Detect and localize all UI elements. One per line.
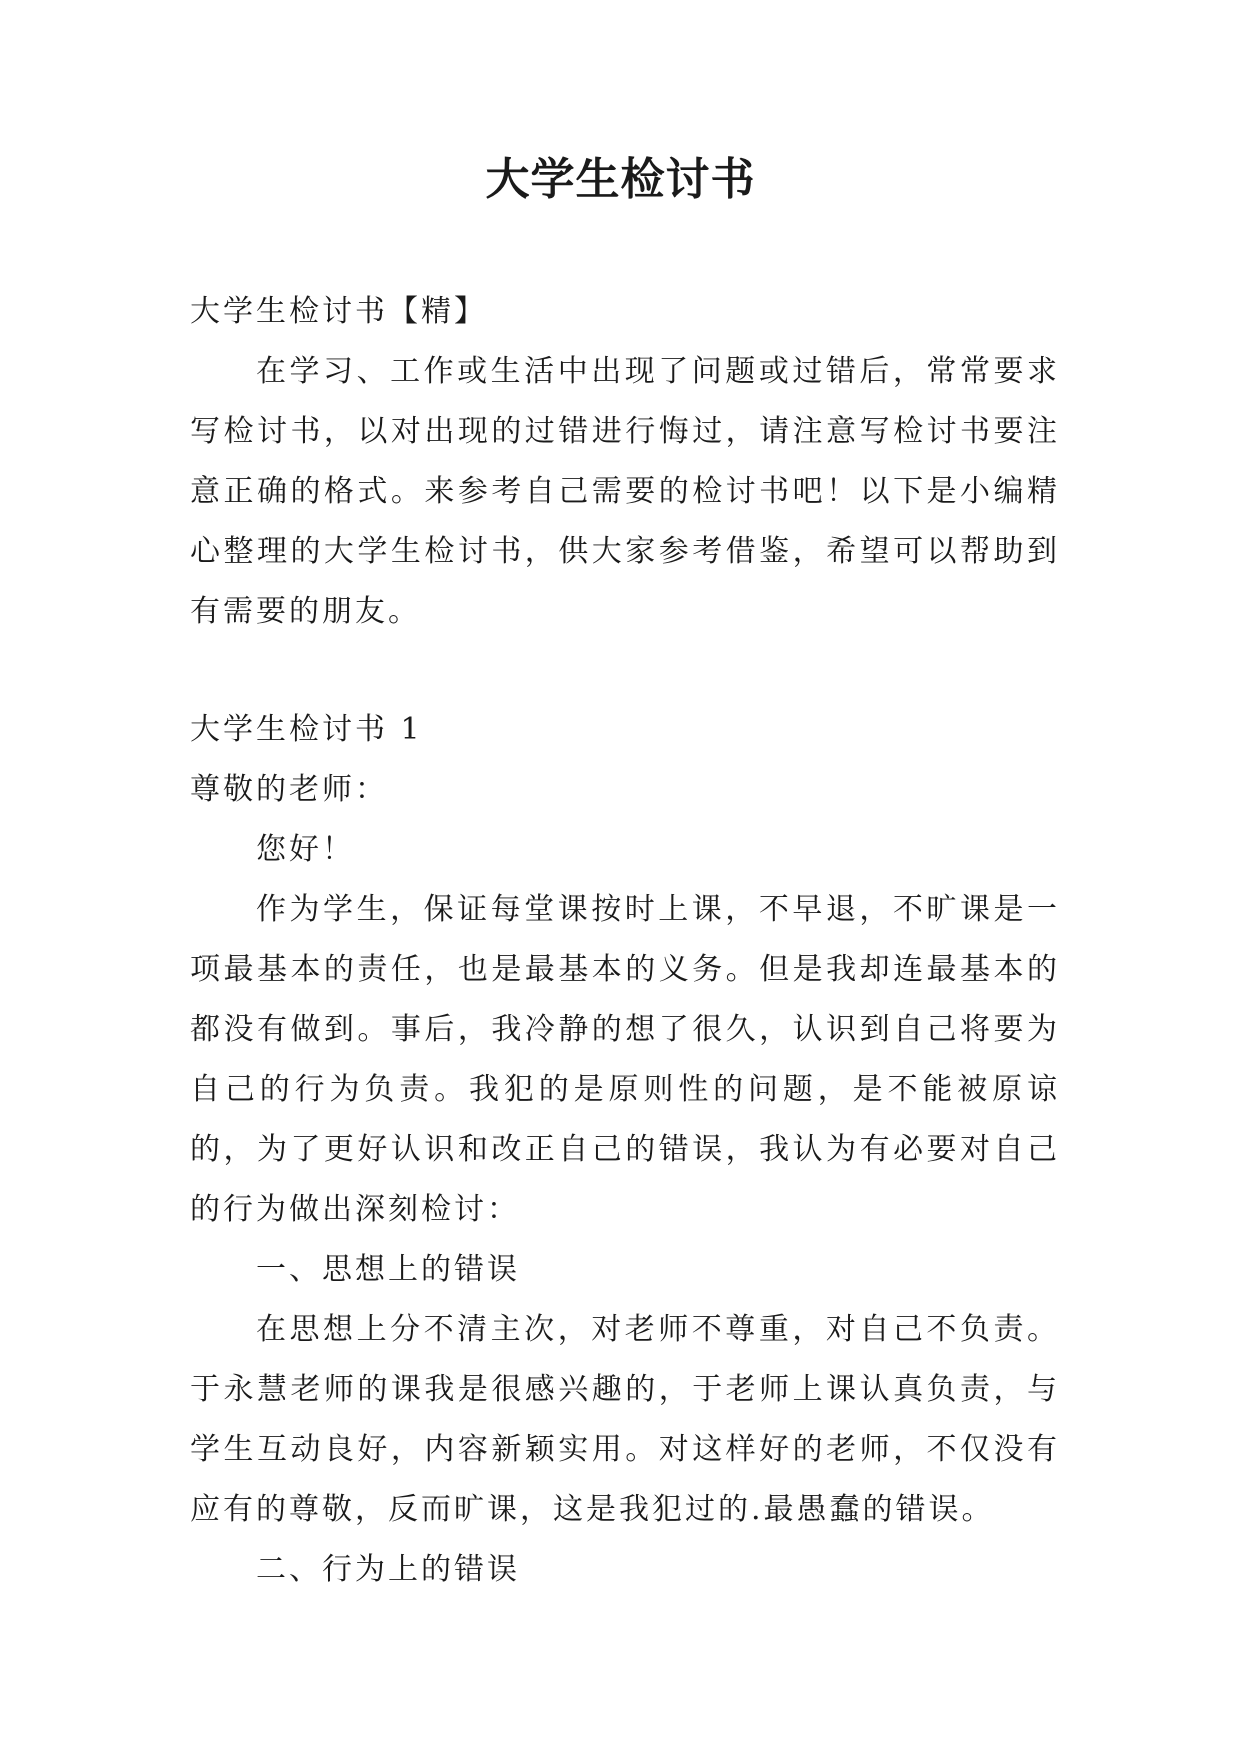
point-heading-2: 二、行为上的错误 bbox=[256, 1552, 520, 1587]
greeting: 您好！ bbox=[256, 832, 355, 867]
body-paragraph-2: 在思想上分不清主次，对老师不尊重，对自己不负责。于永慧老师的课我是很感兴趣的，于老师上课认真负责，与学生互动良好，内容新颖实用。对这样好的老师，不仅没有应有的尊敬，反而旷课，这是我犯过的.最愚蠢的错误。 bbox=[190, 1312, 1060, 1527]
body-paragraph: 作为学生，保证每堂课按时上课，不早退，不旷课是一项最基本的责任，也是最基本的义务。但是我却连最基本的都没有做到。事后，我冷静的想了很久，认识到自己将要为自己的行为负责。我犯的是原则性的问题，是不能被原谅的，为了更好认识和改正自己的错误，我认为有必要对自己的行为做出深刻检讨： bbox=[190, 892, 1060, 1227]
subtitle-line: 大学生检讨书【精】 bbox=[190, 294, 487, 329]
section-spacer bbox=[190, 642, 1060, 700]
document-body bbox=[190, 282, 1060, 1600]
point-heading-1: 一、思想上的错误 bbox=[256, 1252, 520, 1287]
intro-paragraph: 在学习、工作或生活中出现了问题或过错后，常常要求写检讨书，以对出现的过错进行悔过，请注意写检讨书要注意正确的格式。来参考自己需要的检讨书吧！以下是小编精心整理的大学生检讨书，供大家参考借鉴，希望可以帮助到有需要的朋友。 bbox=[190, 354, 1060, 629]
document-title: 大学生检讨书 bbox=[485, 154, 756, 205]
salutation: 尊敬的老师： bbox=[190, 772, 388, 807]
section-heading: 大学生检讨书 1 bbox=[190, 712, 423, 747]
